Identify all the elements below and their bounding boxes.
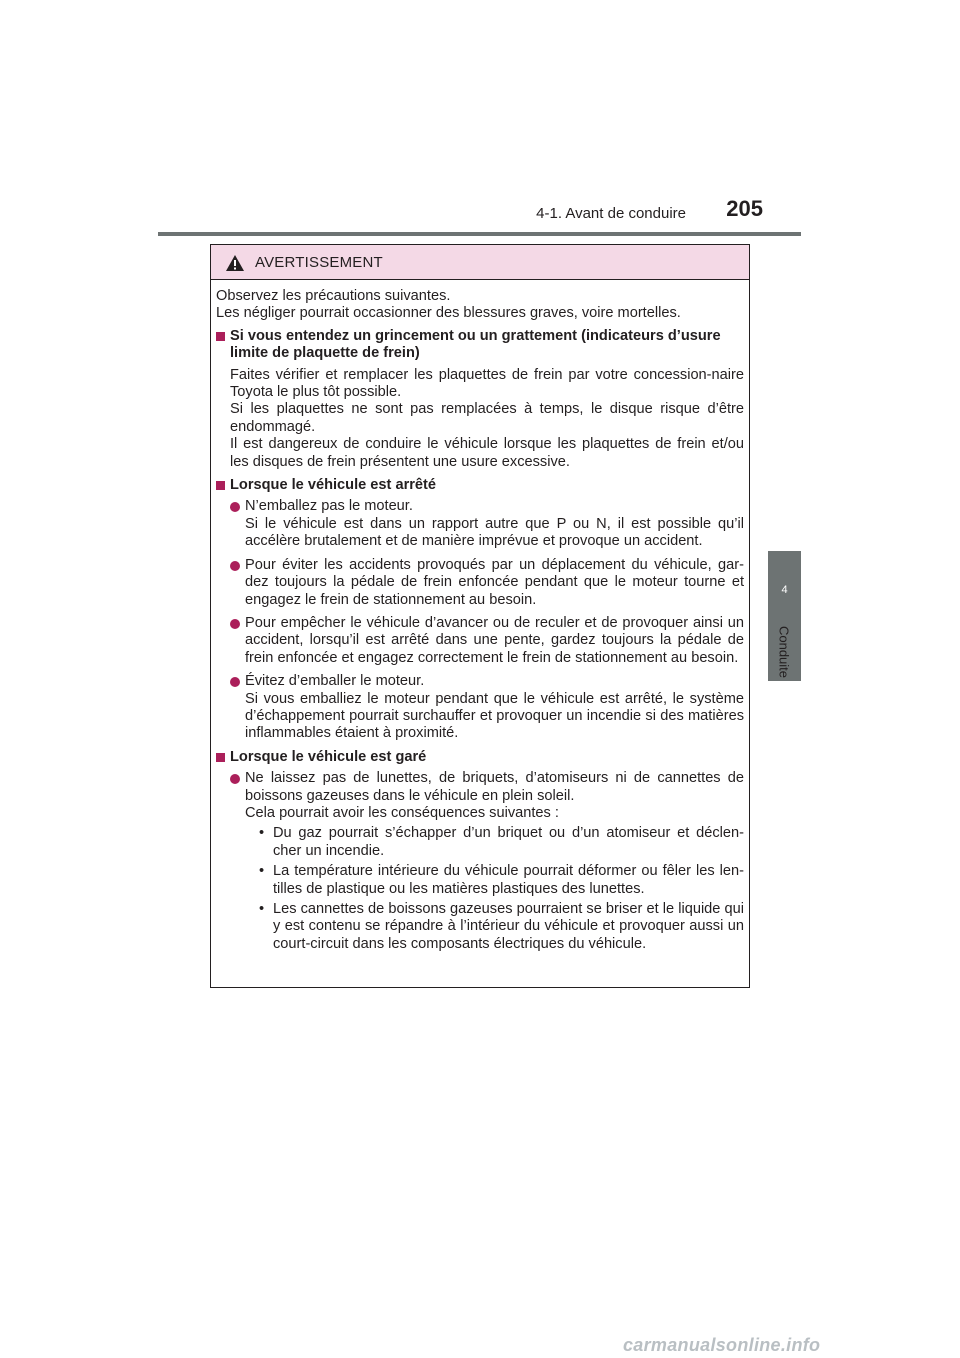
sub-item-text: Du gaz pourrait s’échapper d’un briquet ou d’un atomiseur et déclen-cher un incendie. [273,825,744,859]
circle-bullet-icon [230,619,240,629]
chapter-label: Conduite [776,625,792,679]
section-heading-text: Si vous entendez un grincement ou un grattement (indicateurs d’usure limite de plaquette de frein) [230,327,721,362]
bullet-text: N’emballez pas le moteur. Si le véhicule est dans un rapport autre que P ou N, il est possible qu’il accélère brutalement et de manière imprévue et provoque un accident. [245,498,744,550]
sub-bullet-mark: • [259,825,265,842]
list-item [216,557,744,609]
section-heading-text: Lorsque le véhicule est garé [230,748,427,765]
list-item [216,673,744,743]
section-title: 4-1. Avant de conduire [536,205,686,222]
circle-bullet-icon [230,677,240,687]
sub-bullet-mark: • [259,863,265,880]
section-heading [216,749,744,766]
paragraph: Faites vérifier et remplacer les plaquettes de frein par votre concession-naire Toyota le plus tôt possible. [230,366,744,401]
warning-body [216,288,744,959]
sub-list-item [245,901,744,953]
sub-item-text: La température intérieure du véhicule pourrait déformer ou fêler les len-tilles de plastique ou les matières plastiques des lunettes. [273,863,744,897]
section-heading-text: Lorsque le véhicule est arrêté [230,477,437,494]
warning-triangle-icon [225,254,245,277]
square-bullet-icon [216,753,225,762]
bullet-text: Ne laissez pas de lunettes, de briquets, d’atomiseurs ni de cannettes de boissons gazeuses dans le véhicule en plein soleil. Cela pourrait avoir les conséquences suivantes : [245,770,744,821]
watermark: carmanualsonline.info [623,1335,821,1355]
sub-list-item [245,863,744,898]
bullet-content [245,770,744,953]
warning-box [210,244,750,988]
circle-bullet-icon [230,774,240,784]
chapter-number: 4 [781,584,788,596]
intro-line: Observez les précautions suivantes. [216,288,451,304]
paragraph: Il est dangereux de conduire le véhicule lorsque les plaquettes de frein et/ou les disques de frein présentent une usure excessive. [230,436,744,470]
list-item [216,615,744,667]
sub-list-item [245,825,744,860]
list-item [216,770,744,953]
warning-title: AVERTISSEMENT [255,254,383,271]
header-rule [158,232,801,236]
bullet-text: Évitez d’emballer le moteur. Si vous emballiez le moteur pendant que le véhicule est arrêté, le système d’échappement pourrait surchauffer et provoquer un incendie si des matières inflammables étaient à proximité. [245,673,744,742]
square-bullet-icon [216,481,225,490]
bullet-text: Pour empêcher le véhicule d’avancer ou de reculer et de provoquer ainsi un accident, lorsqu’il est arrêté dans une pente, gardez toujours la pédale de frein enfoncée et engagez correctement le frein de stationnement au besoin. [245,614,744,666]
list-item [216,498,744,550]
circle-bullet-icon [230,561,240,571]
section-heading [216,328,744,363]
warning-header [211,245,749,280]
bullet-text: Pour éviter les accidents provoqués par un déplacement du véhicule, gar-dez toujours la pédale de frein enfoncée pendant que le moteur tourne et engagez le frein de stationnement au besoin. [245,556,744,608]
warning-intro [216,288,744,323]
sub-item-text: Les cannettes de boissons gazeuses pourraient se briser et le liquide qui y est contenu se répandre à l’intérieur du véhicule et provoquer aussi un court-circuit dans les composants électriques du véhicule. [273,901,744,952]
chapter-label-box [766,622,802,682]
intro-line: Les négliger pourrait occasionner des blessures graves, voire mortelles. [216,305,681,322]
paragraph: Si les plaquettes ne sont pas remplacées à temps, le disque risque d’être endommagé. [230,401,744,435]
section-heading [216,477,744,494]
page-number: 205 [726,196,763,221]
sub-bullet-mark: • [259,901,265,917]
square-bullet-icon [216,332,225,341]
circle-bullet-icon [230,502,240,512]
section-paragraphs [216,367,744,471]
